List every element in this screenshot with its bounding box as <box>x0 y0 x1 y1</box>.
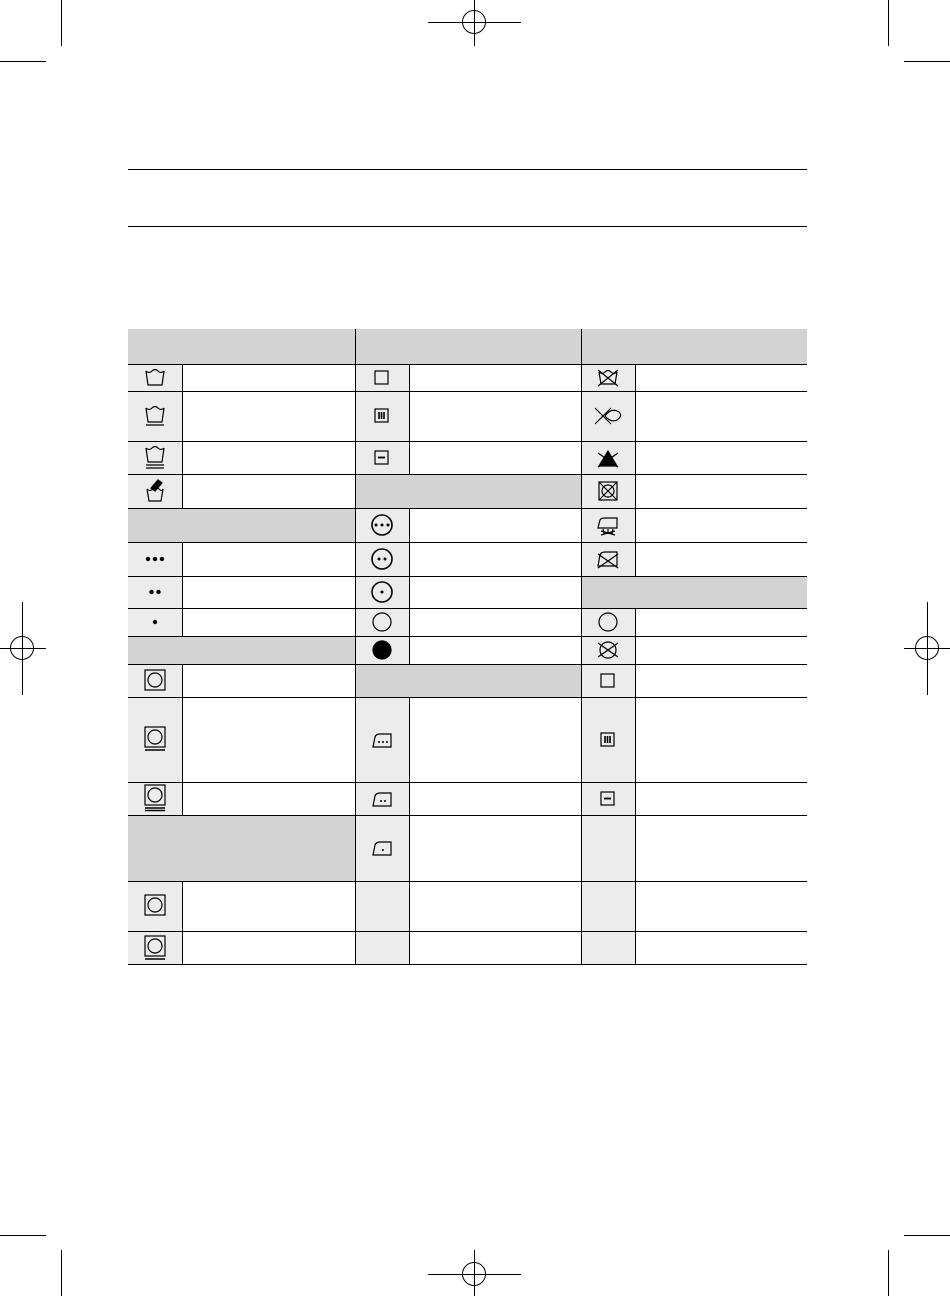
care-label <box>410 441 581 474</box>
do-not-dry-clean-icon <box>581 636 636 664</box>
blank-icon <box>581 815 636 881</box>
iron-one-dot-icon <box>355 815 410 881</box>
column-header <box>128 329 355 364</box>
do-not-bleach-icon <box>581 441 636 474</box>
column-header <box>581 329 807 364</box>
care-label <box>183 782 355 815</box>
table-row-divider <box>128 664 807 665</box>
section-header <box>128 815 355 881</box>
section-header <box>355 664 581 697</box>
care-label <box>410 815 581 881</box>
blank-icon <box>581 881 636 931</box>
care-label <box>636 441 807 474</box>
care-label <box>636 474 807 508</box>
table-row-divider <box>128 542 807 543</box>
dry-clean-square-icon <box>581 664 636 697</box>
empty-circle-icon <box>355 608 410 636</box>
dry-clean-square-icon <box>355 364 410 391</box>
line-dry-square-icon <box>355 391 410 441</box>
table-column-divider <box>355 329 356 965</box>
crop-mark <box>904 61 950 62</box>
care-label <box>183 474 355 508</box>
do-not-iron-icon <box>581 542 636 576</box>
care-label <box>636 391 807 441</box>
title-rule-top <box>128 169 807 170</box>
two-dots-icon <box>128 576 183 608</box>
table-column-divider <box>581 329 582 965</box>
iron-two-dots-icon <box>355 782 410 815</box>
filled-circle-icon <box>355 636 410 664</box>
care-label <box>410 697 581 782</box>
table-row-divider <box>128 636 807 637</box>
care-label <box>183 576 355 608</box>
care-label <box>410 608 581 636</box>
care-label <box>183 441 355 474</box>
care-label <box>410 391 581 441</box>
crop-mark <box>0 61 46 62</box>
tumble-dry-gentle-icon <box>128 697 183 782</box>
crop-mark <box>888 1250 889 1296</box>
tumble-dry-gentle-icon <box>128 931 183 965</box>
care-label <box>183 881 355 931</box>
care-label <box>636 931 807 965</box>
tumble-dry-very-gentle-icon <box>128 782 183 815</box>
care-label <box>636 881 807 931</box>
table-row-divider <box>128 474 807 475</box>
care-label <box>636 782 807 815</box>
crop-mark <box>61 1250 62 1296</box>
care-label <box>410 364 581 391</box>
care-symbols-table <box>128 329 807 965</box>
section-header <box>128 636 355 664</box>
hand-wash-icon <box>128 474 183 508</box>
table-row-divider <box>128 697 807 698</box>
table-row-divider <box>128 815 807 816</box>
blank-icon <box>581 931 636 965</box>
care-label <box>183 391 355 441</box>
care-label <box>636 636 807 664</box>
care-label <box>183 931 355 965</box>
do-not-wash-icon <box>581 364 636 391</box>
three-dots-icon <box>128 542 183 576</box>
flat-dry-square-icon <box>355 441 410 474</box>
care-label <box>636 697 807 782</box>
care-label <box>636 664 807 697</box>
care-label <box>410 782 581 815</box>
care-label <box>410 542 581 576</box>
table-row-divider <box>128 391 807 392</box>
care-label <box>636 508 807 542</box>
do-not-wring-icon <box>581 391 636 441</box>
blank-icon <box>355 881 410 931</box>
section-header <box>355 474 581 508</box>
care-label <box>636 608 807 636</box>
blank-icon <box>355 931 410 965</box>
care-label <box>183 364 355 391</box>
table-row-divider <box>128 441 807 442</box>
table-row-divider <box>128 608 807 609</box>
crop-mark <box>0 1235 46 1236</box>
circle-one-dot-icon <box>355 576 410 608</box>
care-label <box>636 364 807 391</box>
care-label <box>410 576 581 608</box>
section-header <box>581 576 807 608</box>
crop-mark <box>888 0 889 46</box>
table-row-divider <box>128 931 807 932</box>
care-label <box>410 881 581 931</box>
care-label <box>183 664 355 697</box>
tumble-dry-icon <box>128 664 183 697</box>
line-dry-square-icon <box>581 697 636 782</box>
one-dot-icon <box>128 608 183 636</box>
care-label <box>410 636 581 664</box>
column-header <box>355 329 581 364</box>
table-row-divider <box>128 782 807 783</box>
care-label <box>183 542 355 576</box>
circle-three-dots-icon <box>355 508 410 542</box>
do-not-steam-iron-icon <box>581 508 636 542</box>
care-label <box>183 608 355 636</box>
flat-dry-square-icon <box>581 782 636 815</box>
table-row-divider <box>128 576 807 577</box>
care-label <box>636 542 807 576</box>
tumble-dry-icon <box>128 881 183 931</box>
wash-tub-very-gentle-icon <box>128 441 183 474</box>
intro-text <box>128 262 807 302</box>
crop-mark <box>61 0 62 46</box>
circle-two-dots-icon <box>355 542 410 576</box>
care-label <box>183 697 355 782</box>
care-label <box>636 815 807 881</box>
table-row-divider <box>128 508 807 509</box>
page-title <box>128 180 807 216</box>
care-label <box>410 508 581 542</box>
iron-three-dots-icon <box>355 697 410 782</box>
table-row-divider <box>128 881 807 882</box>
care-label <box>410 931 581 965</box>
wash-tub-icon <box>128 364 183 391</box>
section-header <box>128 508 355 542</box>
table-row-divider <box>128 964 807 965</box>
title-rule-bottom <box>128 226 807 227</box>
do-not-tumble-dry-icon <box>581 474 636 508</box>
dry-clean-circle-icon <box>581 608 636 636</box>
crop-mark <box>904 1235 950 1236</box>
wash-tub-gentle-icon <box>128 391 183 441</box>
table-row-divider <box>128 364 807 365</box>
